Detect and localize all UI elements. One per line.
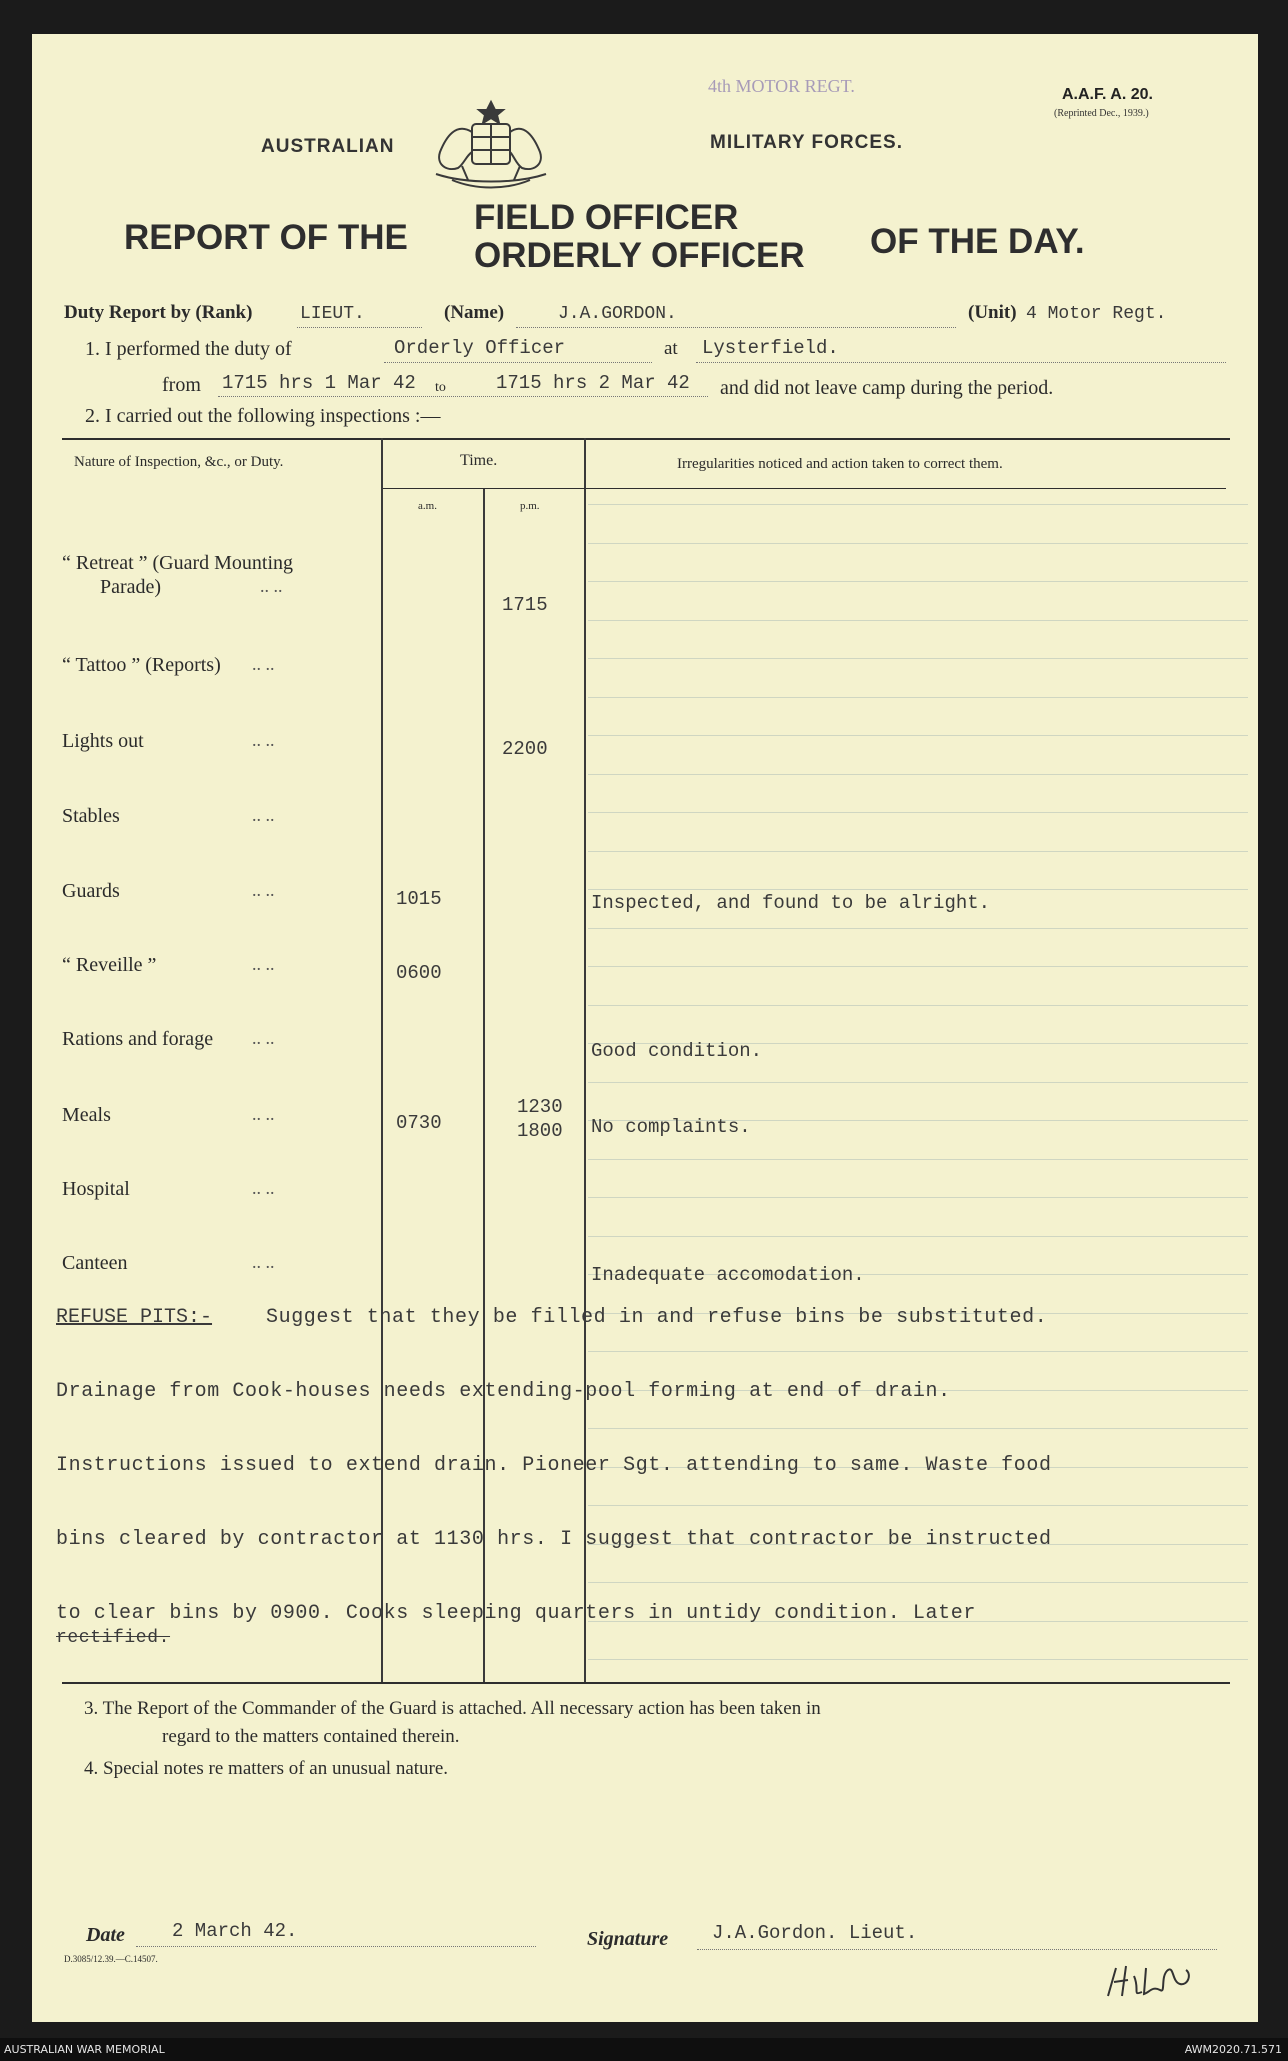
am-label: a.m. (418, 500, 437, 512)
row-label: “ Reveille ” (62, 954, 157, 976)
unit-label: (Unit) (968, 302, 1017, 323)
leader-dots: .. .. (252, 654, 275, 674)
handwritten-initials (1102, 1956, 1202, 2006)
ruled-line (588, 1351, 1248, 1352)
row-note: Inadequate accomodation. (591, 1264, 865, 1286)
title-orderly-officer: ORDERLY OFFICER (474, 236, 805, 275)
row-note: No complaints. (591, 1116, 751, 1138)
row-note: Good condition. (591, 1040, 763, 1062)
unit-stamp: 4th MOTOR REGT. (708, 76, 855, 96)
signature-value: J.A.Gordon. Lieut. (712, 1922, 918, 1944)
signature-label: Signature (587, 1928, 669, 1950)
leader-dots: .. .. (252, 880, 275, 900)
leader-dots: .. .. (252, 1104, 275, 1124)
row-pm-time-2: 1800 (517, 1120, 563, 1142)
ruled-line (588, 1505, 1248, 1506)
ruled-line (588, 504, 1248, 505)
leader-dots: .. .. (252, 1178, 275, 1198)
archive-footer (0, 2038, 1288, 2061)
duty-line-2: 2. I carried out the following inspections :— (85, 405, 441, 427)
unit-value: 4 Motor Regt. (1026, 304, 1167, 324)
leader-dots: .. .. (252, 730, 275, 750)
ruled-line (588, 620, 1248, 621)
coat-of-arms-emblem (416, 92, 566, 196)
remarks-line: bins cleared by contractor at 1130 hrs. I suggest that contractor be instructed (56, 1528, 1052, 1551)
ruled-line (588, 1582, 1248, 1583)
leader-dots: .. .. (252, 1028, 275, 1048)
ruled-line (588, 1159, 1248, 1160)
header-australian: AUSTRALIAN (261, 136, 395, 157)
row-am-time: 1015 (396, 888, 442, 910)
row-am-time: 0730 (396, 1112, 442, 1134)
initials-text: H.L.R. (1102, 1956, 1106, 1957)
report-form (32, 34, 1258, 2022)
remarks-line: rectified. (56, 1628, 171, 1648)
row-label: “ Retreat ” (Guard Mounting (62, 552, 294, 574)
remarks-line: Instructions issued to extend drain. Pioneer Sgt. attending to same. Waste food (56, 1454, 1052, 1477)
print-code: D.3085/12.39.—C.14507. (64, 1954, 158, 1964)
note-4: 4. Special notes re matters of an unusual nature. (84, 1758, 449, 1779)
leader-dots: .. .. (252, 805, 275, 825)
leader-dots: .. .. (252, 954, 275, 974)
ruled-line (588, 658, 1248, 659)
row-label: Meals (62, 1104, 111, 1126)
duty-report-label: Duty Report by (Rank) (64, 302, 253, 323)
pm-label: p.m. (520, 500, 540, 512)
to-label: to (435, 380, 446, 395)
row-label: Stables (62, 805, 120, 827)
col-time-header: Time. (460, 452, 498, 469)
row-label: Guards (62, 880, 120, 902)
location-value: Lysterfield. (702, 337, 839, 359)
name-label: (Name) (444, 302, 505, 323)
leader-dots: .. .. (260, 576, 283, 596)
name-value: J.A.GORDON. (558, 304, 677, 324)
remarks-heading: REFUSE PITS:- (56, 1306, 213, 1329)
remarks-line: to clear bins by 0900. Cooks sleeping quarters in untidy condition. Later (56, 1602, 976, 1625)
ruled-line (588, 1428, 1248, 1429)
note-3-continued: regard to the matters contained therein. (162, 1726, 460, 1747)
title-field-officer: FIELD OFFICER (474, 198, 739, 237)
date-label: Date (86, 1924, 125, 1946)
at-label: at (664, 338, 678, 359)
ruled-line (588, 812, 1248, 813)
ruled-line (588, 1197, 1248, 1198)
remarks-line: Drainage from Cook-houses needs extending-pool forming at end of drain. (56, 1380, 951, 1403)
row-label: “ Tattoo ” (Reports) (62, 654, 221, 676)
col-nature-header: Nature of Inspection, &c., or Duty. (74, 454, 284, 470)
ruled-line (588, 697, 1248, 698)
row-label: Canteen (62, 1252, 128, 1274)
row-label: Rations and forage (62, 1028, 214, 1050)
ruled-line (588, 889, 1248, 890)
rank-value: LIEUT. (300, 304, 365, 324)
col-irregularities-header: Irregularities noticed and action taken to correct them. (677, 456, 1003, 472)
from-label: from (162, 374, 201, 396)
ruled-line (588, 1082, 1248, 1083)
period-tail: and did not leave camp during the period. (720, 377, 1054, 399)
to-value: 1715 hrs 2 Mar 42 (496, 372, 690, 394)
ruled-line (588, 966, 1248, 967)
title-of-the-day: OF THE DAY. (870, 222, 1085, 261)
ruled-line (588, 581, 1248, 582)
date-value: 2 March 42. (172, 1920, 298, 1942)
duty-performed-value: Orderly Officer (394, 337, 566, 359)
row-label: Hospital (62, 1178, 130, 1200)
row-note: Inspected, and found to be alright. (591, 892, 991, 914)
duty-line-1-label: 1. I performed the duty of (85, 338, 292, 360)
leader-dots: .. .. (252, 1252, 275, 1272)
form-code: A.A.F. A. 20. (1062, 86, 1153, 103)
ruled-line (588, 851, 1248, 852)
from-value: 1715 hrs 1 Mar 42 (222, 372, 416, 394)
row-pm-time: 1230 (517, 1096, 563, 1118)
row-pm-time: 1715 (502, 594, 548, 616)
row-label: Lights out (62, 730, 144, 752)
footer-left: AUSTRALIAN WAR MEMORIAL (4, 2043, 165, 2056)
ruled-line (588, 1659, 1248, 1660)
ruled-line (588, 1005, 1248, 1006)
ruled-line (588, 928, 1248, 929)
ruled-line (588, 774, 1248, 775)
remarks-line: Suggest that they be filled in and refuse bins be substituted. (266, 1306, 1048, 1329)
form-reprint-note: (Reprinted Dec., 1939.) (1054, 108, 1149, 119)
row-label-continued: Parade) (100, 576, 162, 598)
row-pm-time: 2200 (502, 738, 548, 760)
row-am-time: 0600 (396, 962, 442, 984)
footer-right: AWM2020.71.571 (1184, 2043, 1282, 2056)
ruled-line (588, 735, 1248, 736)
note-3: 3. The Report of the Commander of the Guard is attached. All necessary action has been taken in (84, 1698, 821, 1719)
ruled-line (588, 543, 1248, 544)
ruled-line (588, 1236, 1248, 1237)
title-report-of-the: REPORT OF THE (124, 218, 408, 257)
header-military-forces: MILITARY FORCES. (710, 132, 903, 153)
